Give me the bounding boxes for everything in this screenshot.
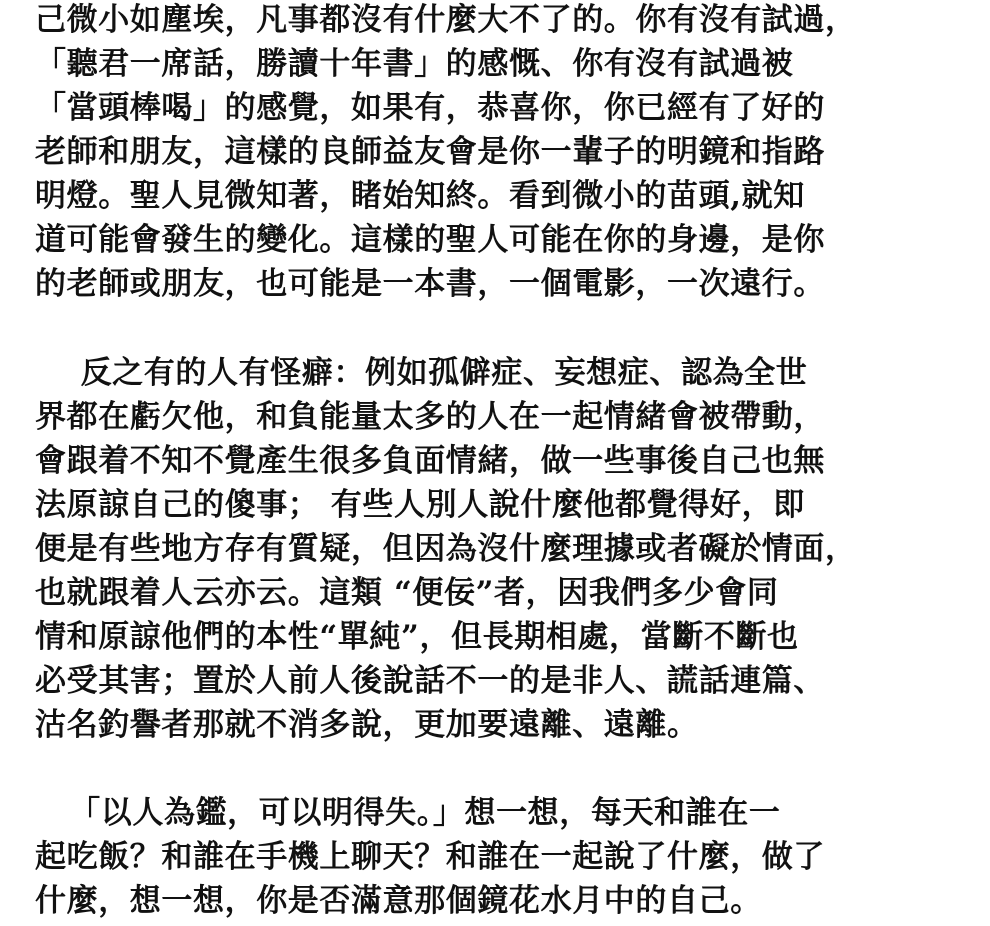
text-line: 「當頭棒喝」的感覺，如果有，恭喜你，你已經有了好的: [35, 90, 825, 126]
text-line: 反之有的人有怪癖：例如孤僻症、妄想症、認為全世: [35, 355, 808, 391]
text-line: 會跟着不知不覺產生很多負面情緒，做一些事後自己也無: [35, 443, 825, 479]
text-line: 己微小如塵埃，凡事都沒有什麼大不了的。你有沒有試過，: [35, 2, 857, 38]
text-line: 起吃飯？和誰在手機上聊天？和誰在一起說了什麼，做了: [35, 839, 825, 875]
text-line: 也就跟着人云亦云。這類 “便佞”者，因我們多少會同: [35, 575, 779, 611]
text-line: 「以人為鑑，可以明得失。」想一想，每天和誰在一: [35, 795, 781, 831]
text-line: 老師和朋友，這樣的良師益友會是你一輩子的明鏡和指路: [35, 134, 825, 170]
text-line: 道可能會發生的變化。這樣的聖人可能在你的身邊，是你: [35, 222, 825, 258]
text-line: 沽名釣譽者那就不消多說，更加要遠離、遠離。: [35, 707, 699, 743]
text-line: 必受其害；置於人前人後說話不一的是非人、謊話連篇、: [35, 663, 825, 699]
text-line: 界都在虧欠他，和負能量太多的人在一起情緒會被帶動，: [35, 399, 825, 435]
text-line: 的老師或朋友，也可能是一本書，一個電影，一次遠行。: [35, 266, 825, 302]
text-line: 「聽君一席話，勝讀十年書」的感慨、你有沒有試過被: [35, 46, 794, 82]
text-line: 便是有些地方存有質疑，但因為沒什麼理據或者礙於情面，: [35, 531, 857, 567]
text-line: 什麼，想一想，你是否滿意那個鏡花水月中的自己。: [35, 883, 762, 919]
text-line: 明燈。聖人見微知著，睹始知終。看到微小的苗頭,就知: [35, 178, 805, 214]
text-line: 法原諒自己的傻事； 有些人別人說什麼他都覺得好，即: [35, 487, 805, 523]
text-line: 情和原諒他們的本性“單純”，但長期相處，當斷不斷也: [35, 619, 799, 655]
